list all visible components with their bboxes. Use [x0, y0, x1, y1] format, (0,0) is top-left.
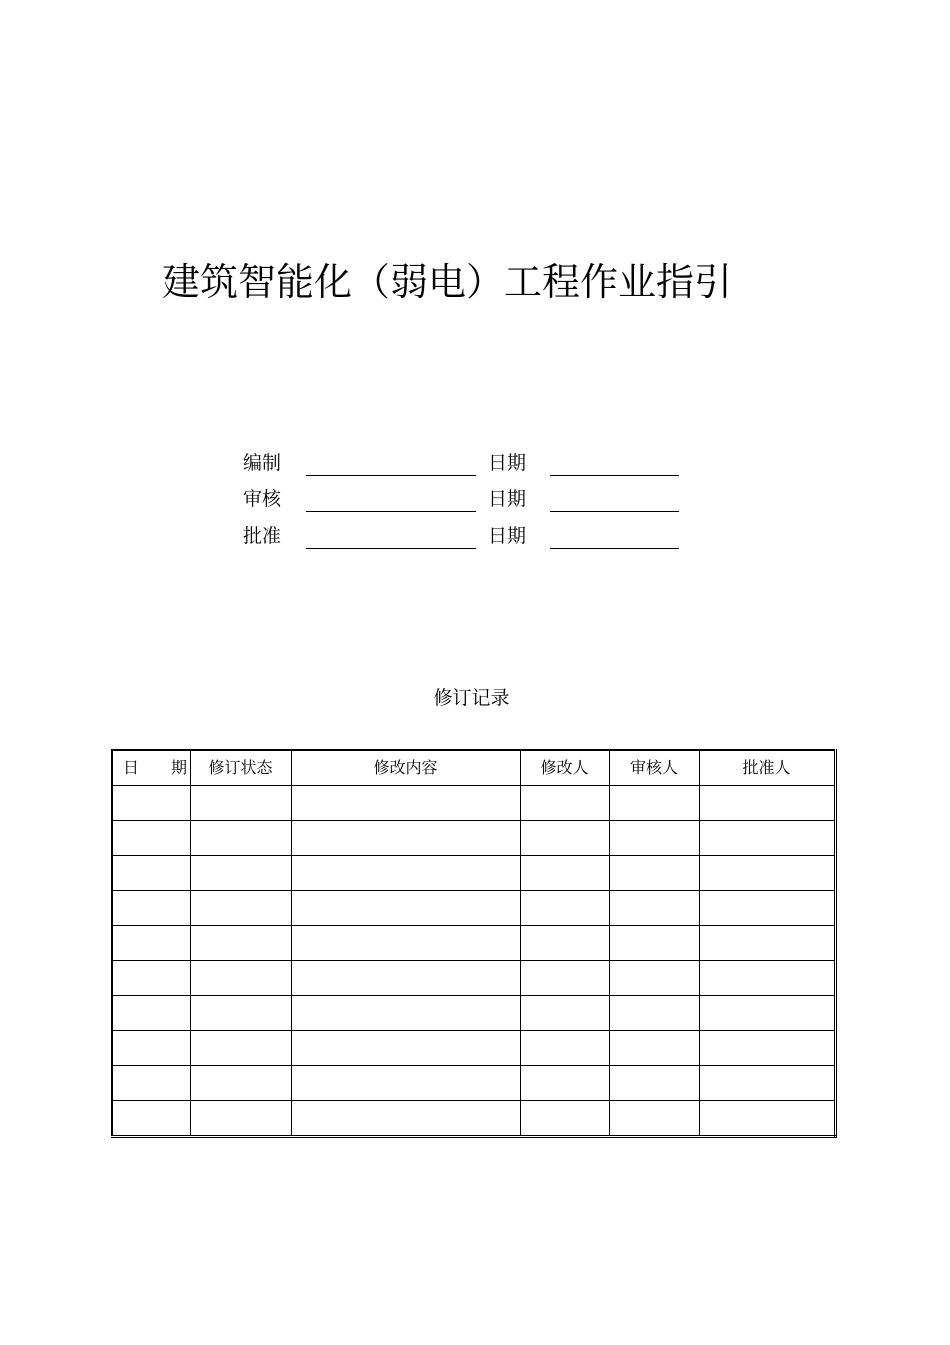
- table-cell[interactable]: [112, 926, 190, 961]
- table-cell[interactable]: [609, 891, 699, 926]
- table-cell[interactable]: [112, 1031, 190, 1066]
- date-line[interactable]: [550, 548, 679, 549]
- table-cell[interactable]: [520, 1031, 609, 1066]
- signoff-row-compile: [243, 449, 683, 479]
- signoff-role-label: 审核: [243, 488, 282, 510]
- signoff-date-label: 日期: [488, 452, 527, 474]
- table-row: [112, 856, 835, 891]
- table-cell[interactable]: [112, 821, 190, 856]
- table-row: [112, 821, 835, 856]
- table-cell[interactable]: [112, 996, 190, 1031]
- signature-line[interactable]: [306, 475, 476, 476]
- table-cell[interactable]: [291, 891, 520, 926]
- table-cell[interactable]: [112, 786, 190, 821]
- table-cell[interactable]: [609, 821, 699, 856]
- table-cell[interactable]: [520, 891, 609, 926]
- table-cell[interactable]: [190, 856, 291, 891]
- column-header-modifier: 修改人: [520, 750, 609, 786]
- column-header-revision-status: 修订状态: [190, 750, 291, 786]
- table-cell[interactable]: [291, 1101, 520, 1137]
- table-cell[interactable]: [190, 1066, 291, 1101]
- table-cell[interactable]: [112, 1066, 190, 1101]
- table-cell[interactable]: [291, 961, 520, 996]
- table-cell[interactable]: [520, 996, 609, 1031]
- table-cell[interactable]: [291, 926, 520, 961]
- table-row: [112, 1101, 835, 1137]
- table-cell[interactable]: [190, 996, 291, 1031]
- table-cell[interactable]: [190, 891, 291, 926]
- signoff-row-approve: [243, 522, 683, 552]
- table-cell[interactable]: [190, 1031, 291, 1066]
- table-row: [112, 1031, 835, 1066]
- table-cell[interactable]: [520, 926, 609, 961]
- table-cell[interactable]: [609, 1101, 699, 1137]
- table-cell[interactable]: [699, 961, 835, 996]
- table-cell[interactable]: [190, 926, 291, 961]
- table-cell[interactable]: [112, 1101, 190, 1137]
- table-cell[interactable]: [699, 821, 835, 856]
- table-cell[interactable]: [609, 786, 699, 821]
- date-line[interactable]: [550, 475, 679, 476]
- signature-line[interactable]: [306, 548, 476, 549]
- signoff-role-label: 编制: [243, 452, 282, 474]
- table-cell[interactable]: [112, 856, 190, 891]
- table-cell[interactable]: [291, 996, 520, 1031]
- table-cell[interactable]: [699, 856, 835, 891]
- table-row: [112, 786, 835, 821]
- table-cell[interactable]: [699, 996, 835, 1031]
- table-cell[interactable]: [291, 1031, 520, 1066]
- signature-line[interactable]: [306, 511, 476, 512]
- column-header-date: 日 期: [112, 750, 190, 786]
- table-cell[interactable]: [190, 786, 291, 821]
- table-cell[interactable]: [520, 786, 609, 821]
- signoff-role-label: 批准: [243, 525, 282, 547]
- table-row: [112, 961, 835, 996]
- column-header-reviewer: 审核人: [609, 750, 699, 786]
- table-cell[interactable]: [291, 786, 520, 821]
- table-row: [112, 926, 835, 961]
- table-cell[interactable]: [609, 856, 699, 891]
- table-cell[interactable]: [699, 1101, 835, 1137]
- table-cell[interactable]: [190, 821, 291, 856]
- table-cell[interactable]: [699, 926, 835, 961]
- table-cell[interactable]: [699, 786, 835, 821]
- table-cell[interactable]: [699, 891, 835, 926]
- table-cell[interactable]: [609, 961, 699, 996]
- table-cell[interactable]: [291, 821, 520, 856]
- table-cell[interactable]: [699, 1066, 835, 1101]
- signoff-date-label: 日期: [488, 488, 527, 510]
- table-row: [112, 996, 835, 1031]
- signoff-date-label: 日期: [488, 525, 527, 547]
- table-cell[interactable]: [609, 926, 699, 961]
- table-cell[interactable]: [112, 891, 190, 926]
- table-cell[interactable]: [112, 961, 190, 996]
- table-cell[interactable]: [520, 821, 609, 856]
- table-cell[interactable]: [291, 1066, 520, 1101]
- column-header-change-content: 修改内容: [291, 750, 520, 786]
- table-cell[interactable]: [520, 1101, 609, 1137]
- table-cell[interactable]: [609, 1031, 699, 1066]
- table-cell[interactable]: [520, 856, 609, 891]
- revision-record-table: [111, 749, 837, 1138]
- table-cell[interactable]: [609, 996, 699, 1031]
- table-cell[interactable]: [291, 856, 520, 891]
- column-header-approver: 批准人: [699, 750, 835, 786]
- table-cell[interactable]: [190, 1101, 291, 1137]
- table-cell[interactable]: [520, 961, 609, 996]
- table-row: [112, 1066, 835, 1101]
- table-cell[interactable]: [190, 961, 291, 996]
- revision-record-title: 修订记录: [433, 687, 510, 709]
- table-cell[interactable]: [609, 1066, 699, 1101]
- table-header-row: [112, 750, 835, 786]
- document-title: 建筑智能化（弱电）工程作业指引: [162, 260, 733, 304]
- date-line[interactable]: [550, 511, 679, 512]
- table-cell[interactable]: [699, 1031, 835, 1066]
- signoff-row-review: [243, 485, 683, 515]
- table-cell[interactable]: [520, 1066, 609, 1101]
- table-row: [112, 891, 835, 926]
